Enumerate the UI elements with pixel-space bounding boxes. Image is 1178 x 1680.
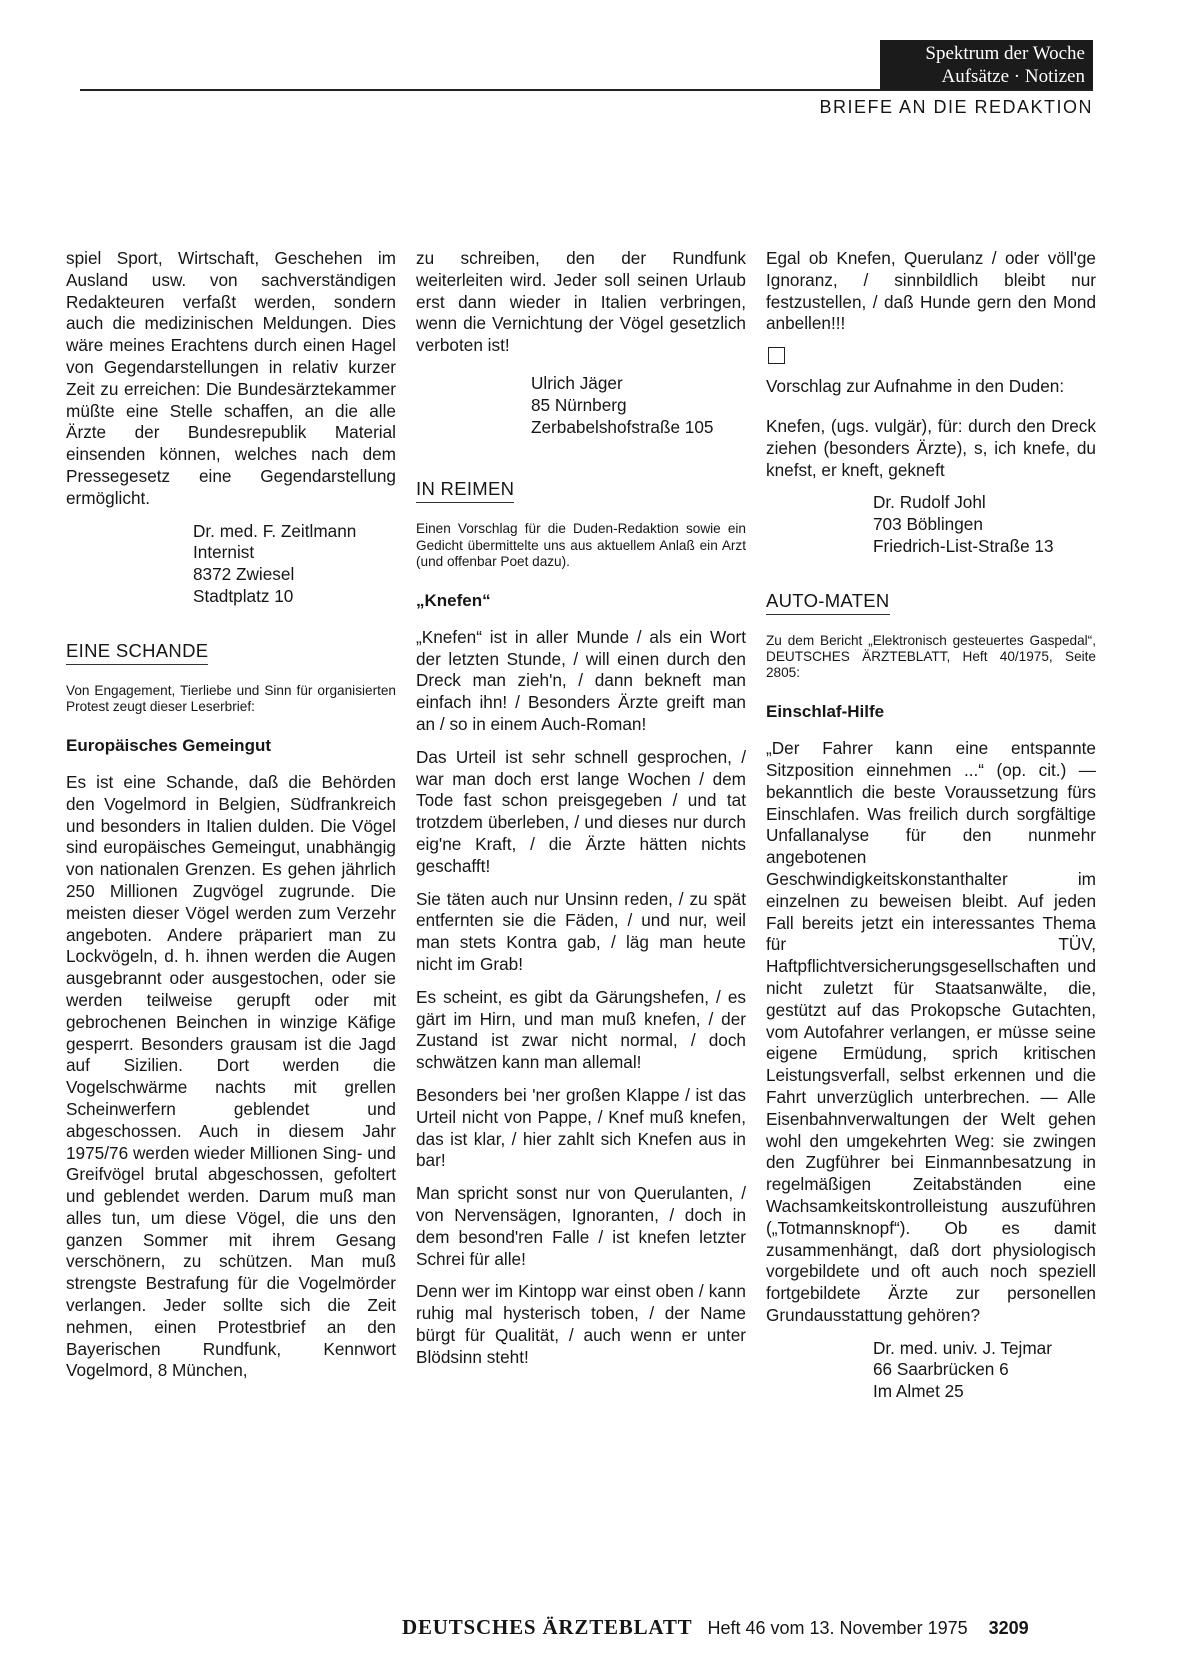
verse: Das Urteil ist sehr schnell gesprochen, / war man doch erst lange Wochen / dem Tode fast schon preisgegeben / und tat trotzdem überleben, / und dieses nur durch eig'ne Kraft, / die Ärzte hätten nichts geschafft! [416,746,746,876]
signature-line: Dr. med. F. Zeitlmann [193,520,357,541]
signature-tejmar [766,1338,1096,1403]
headline-gemeingut: Europäisches Gemeingut [66,736,271,756]
category-badge [880,40,1093,89]
letter-continuation: zu schreiben, den der Rundfunk weiterleiten wird. Jeder soll seinen Urlaub erst dann wieder in Italien verbringen, wenn die Vernichtung der Vögel gesetzlich verboten ist! [416,248,746,356]
column-3 [766,248,1096,1415]
verse: Besonders bei 'ner großen Klappe / ist das Urteil nicht von Pappe, / Knef muß knefen, das ist klar, / hier zahlt sich Knefen aus in bar! [416,1084,746,1171]
column-1 [66,248,396,1393]
badge-line-1: Spektrum der Woche [925,43,1085,64]
signature-line: 8372 Zwiesel [193,564,295,585]
letter-body-einschlaf-hilfe: „Der Fahrer kann eine entspannte Sitzposition einnehmen ...“ (op. cit.) — bekanntlich die beste Voraussetzung fürs Einschlafen. Was freilich durch sorgfältige Unfallanalyse für den nunmehr angebotenen Geschwindigkeitskonstanthalter im einzelnen zu beweisen bleibt. Auf jeden Fall bereits jetzt ein interessantes Thema für TÜV, Haftpflichtversicherungsgesellschaften und nicht zuletzt für Staatsanwälte, die, gestützt auf das Prokopsche Gutachten, vom Autofahrer verlangen, er müsse seine eigene Ermüdung, sprich kritischen Leistungsverfall, selbst erkennen und die Fahrt unverzüglich unterbrechen. — Alle Eisenbahnverwaltungen der Welt gehen wohl den umgekehrten Weg: sie zwingen den Zugführer bei Einmannbesatzung in regelmäßigen Zeitabständen eine Wachsamkeitskontrolleistung auszuführen („Totmannsknopf“). Ob es damit zusammenhängt, daß dort physiologisch vorgebildete und oft auch noch speziell fortgebildete Ärzte zur personellen Grundausstattung gehören? [766,738,1096,1325]
signature-line: 66 Saarbrücken 6 [873,1359,1009,1380]
signature-line: Zerbabelshofstraße 105 [531,416,714,437]
signature-line: Im Almet 25 [873,1381,964,1402]
column-2 [416,248,746,1379]
signature-line: Stadtplatz 10 [193,585,294,606]
verse: Man spricht sonst nur von Querulanten, / von Nervensägen, Ignoranten, / doch in dem besond'ren Falle / ist knefen letzter Schrei für alle! [416,1183,746,1269]
magazine-name: DEUTSCHES ÄRZTEBLATT [402,1615,693,1639]
signature-jaeger [416,373,746,438]
page-footer [402,1615,1029,1640]
intro-eine-schande: Von Engagement, Tierliebe und Sinn für organisierten Protest zeugt dieser Leserbrief: [66,682,396,714]
signature-johl [766,492,1096,557]
signature-line: Friedrich-List-Straße 13 [873,535,1054,556]
rubric-eine-schande: EINE SCHANDE [66,640,208,665]
verse: Denn wer im Kintopp war einst oben / kann ruhig mal hysterisch toben, / der Name bürgt für Qualität, / auch wenn er unter Blödsinn steht! [416,1281,746,1367]
headline-knefen: „Knefen“ [416,590,491,610]
section-title: BRIEFE AN DIE REDAKTION [819,97,1093,117]
verse: „Knefen“ ist in aller Munde / als ein Wort der letzten Stunde, / will einen durch den Dreck man zieh'n, / dann bekneft man einfach ihn! / Besonders Ärzte greift man an / so in einem Auch-Roman! [416,626,746,734]
signature-zeitlmann [66,521,396,608]
issue-info: Heft 46 vom 13. November 1975 [707,1618,968,1638]
rubric-auto-maten: AUTO-MATEN [766,590,890,615]
intro-in-reimen: Einen Vorschlag für die Duden-Redaktion sowie ein Gedicht übermittelte uns aus aktuellem Anlaß ein Arzt (und offenbar Poet dazu). [416,521,746,569]
headline-einschlaf-hilfe: Einschlaf-Hilfe [766,702,885,722]
verse-end: Egal ob Knefen, Querulanz / oder völl'ge Ignoranz, / sinnbildlich bleibt nur festzustellen, / daß Hunde gern den Mond anbellen!!! [766,248,1096,334]
signature-line: 703 Böblingen [873,514,983,535]
duden-definition: Knefen, (ugs. vulgär), für: durch den Dreck ziehen (besonders Ärzte), s, ich knefe, du knefst, er kneft, gekneft [766,415,1096,480]
verse: Es scheint, es gibt da Gärungshefen, / es gärt im Hirn, und man muß knefen, / der Zustand ist zwar nicht normal, / doch schwätzen kann man allemal! [416,986,746,1073]
verse: Sie täten auch nur Unsinn reden, / zu spät entfernten sie die Fäden, / und nur, weil man stets Kontra gab, / läg man heute nicht im Grab! [416,888,746,974]
letter-body-gemeingut: Es ist eine Schande, daß die Behörden den Vogelmord in Belgien, Südfrankreich und besonders in Italien dulden. Die Vögel sind europäisches Gemeingut, unabhängig von nationalen Grenzen. Es gehen jährlich 250 Millionen Zugvögel zugrunde. Die meisten dieser Vögel werden zum Verzehr angeboten. Andere präpariert man zu Lockvögeln, d. h. ihnen werden die Augen ausgebrannt oder ausgestochen, oder sie werden teilweise gerupft oder mit gebrochenen Beinchen in winzige Käfige gesperrt. Besonders grausam ist die Jagd auf Sizilien. Dort werden die Vogelschwärme nachts mit grellen Scheinwerfern geblendet und abgeschossen. Auch in diesem Jahr 1975/76 werden wieder Millionen Sing- und Greifvögel brutal abgeschossen, gefoltert und geblendet werden. Darum muß man alles tun, um diese Vögel, die uns den ganzen Sommer mit ihrem Gesang verschönern, zu schützen. Man muß strengste Bestrafung für die Vogelmörder verlangen. Jeder sollte sich die Zeit nehmen, einen Protestbrief an den Bayerischen Rundfunk, Kennwort Vogelmord, 8 München, [66,771,396,1381]
signature-line: Ulrich Jäger [531,372,623,393]
letter-continuation: spiel Sport, Wirtschaft, Geschehen im Ausland usw. von sachverständigen Redakteuren verfaßt werden, sondern auch die medizinischen Meldungen. Dies wäre meines Erachtens durch einen Hagel von Gegendarstellungen in relativ kurzer Zeit zu erreichen: Die Bundesärztekammer müßte eine Stelle schaffen, an die alle Ärzte der Bundesrepublik Material einsenden können, welches nach dem Pressegesetz eine Gegendarstellung ermöglicht. [66,248,396,508]
badge-line-2: Aufsätze · Notizen [941,66,1085,87]
signature-line: Internist [193,542,255,563]
signature-line: 85 Nürnberg [531,394,627,415]
rubric-in-reimen: IN REIMEN [416,478,514,503]
end-mark-square [768,347,785,364]
intro-auto-maten: Zu dem Bericht „Elektronisch gesteuertes Gaspedal“, DEUTSCHES ÄRZTEBLATT, Heft 40/1975, Seite 2805: [766,632,1096,681]
duden-proposal: Vorschlag zur Aufnahme in den Duden: [766,376,1065,397]
signature-line: Dr. med. univ. J. Tejmar [873,1337,1052,1358]
header-rule [80,89,1093,91]
page-number: 3209 [988,1618,1029,1638]
signature-line: Dr. Rudolf Johl [873,492,986,513]
